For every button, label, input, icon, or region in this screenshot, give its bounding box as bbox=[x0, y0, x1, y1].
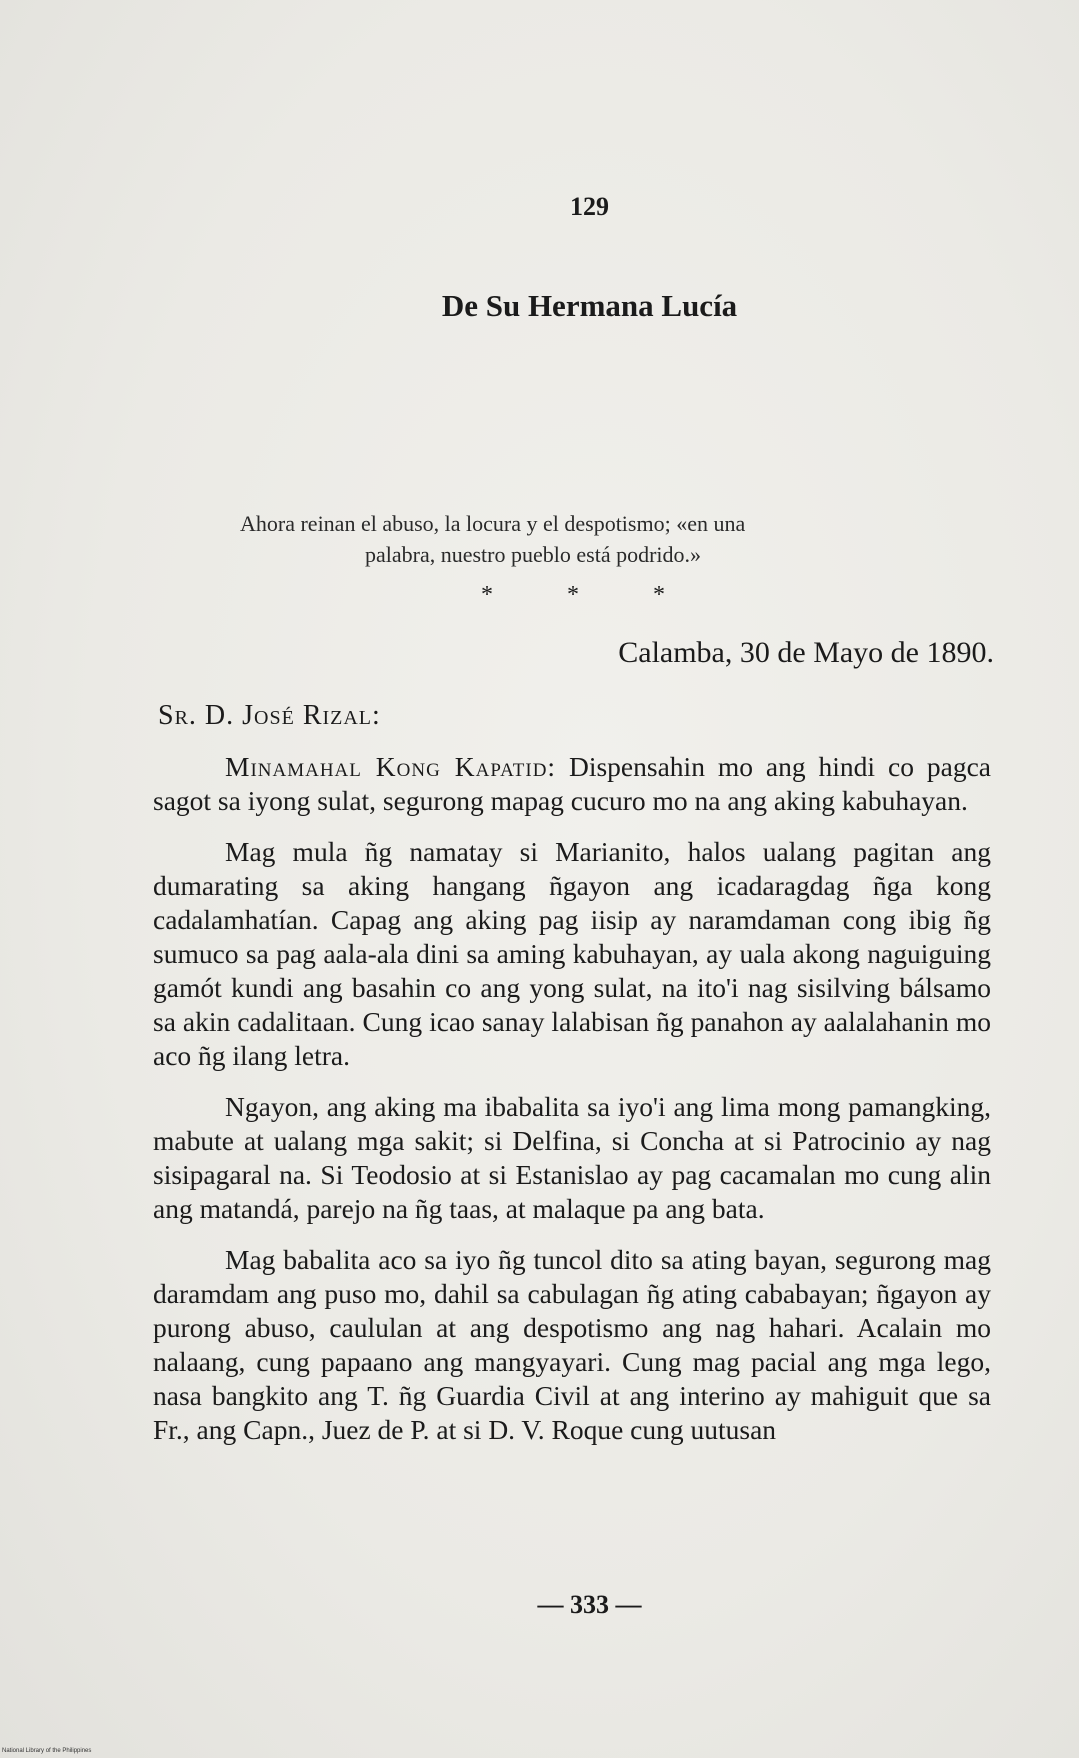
letter-summary bbox=[240, 508, 922, 570]
section-separator: * * * bbox=[481, 582, 699, 608]
paragraph: Ngayon, ang aking ma ibabalita sa iyo'i ang lima mong pamangking, mabute at ualang mga sakit; si Delfina, si Concha at si Patrocinio ay nag sisipagaral na. Si Teodosio at si Estanislao ay pag cacamalan mo cung alin ang matandá, parejo na ñg taas, at malaque pa ang bata. bbox=[153, 1091, 991, 1224]
addressee: Sr. D. José Rizal: bbox=[158, 700, 381, 731]
scan-credit: National Library of the Philippines bbox=[2, 1748, 92, 1754]
paragraph bbox=[153, 750, 991, 818]
document-number: 129 bbox=[570, 192, 609, 221]
page-folio: — 333 — bbox=[537, 1590, 642, 1619]
paragraph: Mag mula ñg namatay si Marianito, halos ualang pagitan ang dumarating sa aking hangang ñgayon ang icadaragdag ñga kong cadalamhatían. Capag ang aking pag iisip ay naramdaman cong ibig ñg sumuco sa pag aala-ala dini sa aming kabuhayan, ay uala akong naguiguing gamót kundi ang basahin co ang yong sulat, na ito'i nag sisilving bálsamo sa akin cadalitaan. Cung icao sanay lalabisan ñg panahon ay aalalahanin mo aco ñg ilang letra. bbox=[153, 836, 991, 1071]
letter-body bbox=[153, 750, 991, 1464]
paragraph: Mag babalita aco sa iyo ñg tuncol dito sa ating bayan, segurong mag daramdam ang puso mo, dahil sa cabulagan ñg ating cababayan; ñgayon ay purong abuso, caululan at ang despotismo ang nag hahari. Acalain mo nalaang, cung papaano ang mangyayari. Cung mag pacial ang mga lego, nasa bangkito ang T. ñg Guardia Civil at ang interino ay mahiguit que sa Fr., ang Capn., Juez de P. at si D. V. Roque cung uutusan bbox=[153, 1244, 991, 1445]
summary-line-1: Ahora reinan el abuso, la locura y el despotismo; «en una bbox=[240, 511, 746, 536]
summary-line-2: palabra, nuestro pueblo está podrido.» bbox=[365, 542, 702, 567]
letter-title: De Su Hermana Lucía bbox=[441, 288, 738, 323]
letter-date: Calamba, 30 de Mayo de 1890. bbox=[618, 636, 994, 669]
salutation: Minamahal Kong Kapatid: bbox=[225, 751, 557, 782]
paragraph-text: Dispensahin mo ang hindi co pagca sagot sa iyong sulat, segurong mapag cucuro mo na ang aking kabuhayan. bbox=[153, 751, 991, 816]
